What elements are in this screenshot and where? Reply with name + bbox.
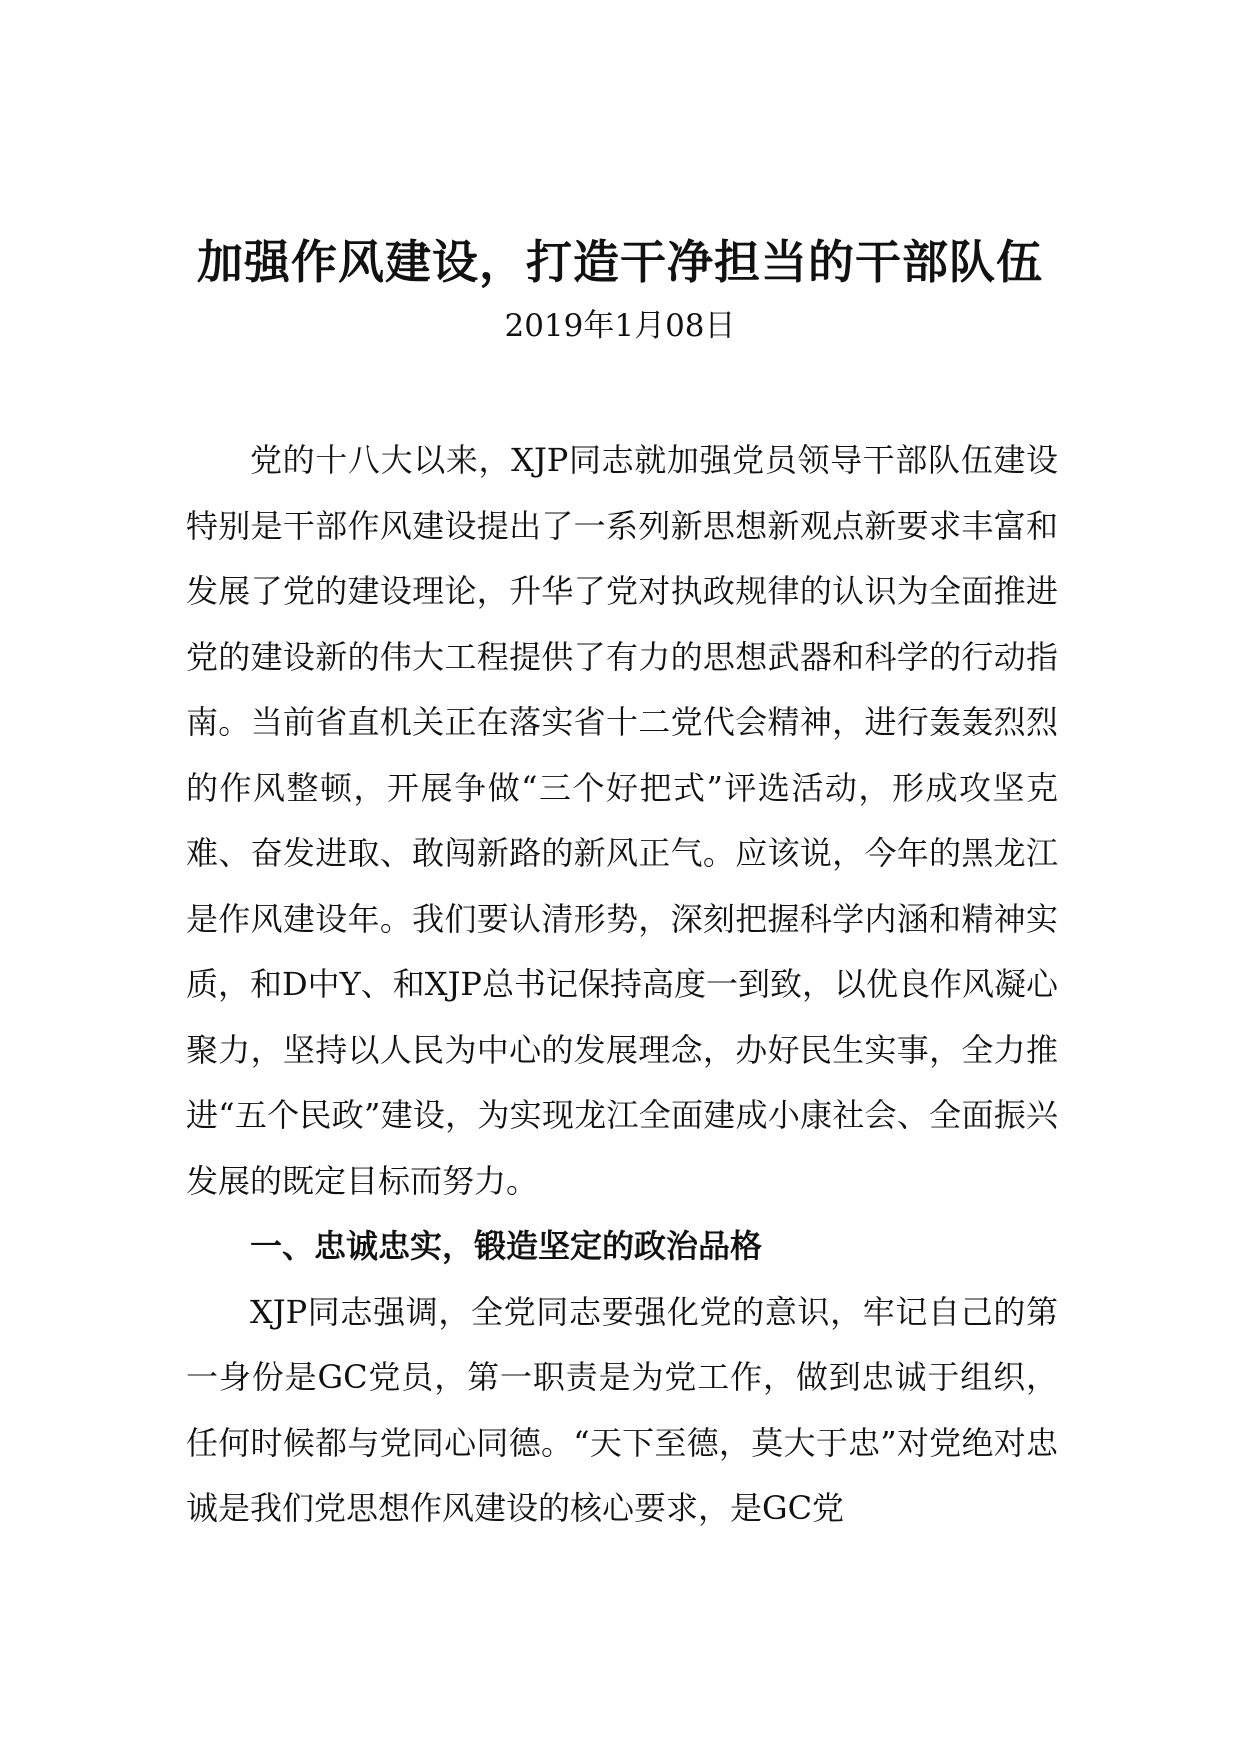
document-title: 加强作风建设，打造干净担当的干部队伍: [197, 235, 1043, 289]
section-paragraph: XJP同志强调，全党同志要强化党的意识，牢记自己的第一身份是GC党员，第一职责是为党工作，做到忠诚于组织，任何时候都与党同心同德。“天下至德，莫大于忠”对党绝对忠诚是我们党思想作风建设的核心要求，是GC党: [186, 1292, 1058, 1527]
intro-paragraph: 党的十八大以来，XJP同志就加强党员领导干部队伍建设特别是干部作风建设提出了一系列新思想新观点新要求丰富和发展了党的建设理论，升华了党对执政规律的认识为全面推进党的建设新的伟大工程提供了有力的思想武器和科学的行动指南。当前省直机关正在落实省十二党代会精神，进行轰轰烈烈的作风整顿，开展争做“三个好把式”评选活动，形成攻坚克难、奋发进取、敢闯新路的新风正气。应该说，今年的黑龙江是作风建设年。我们要认清形势，深刻把握科学内涵和精神实质，和D中Y、和XJP总书记保持高度一到致，以优良作风凝心聚力，坚持以人民为中心的发展理念，办好民生实事，全力推进“五个民政”建设，为实现龙江全面建成小康社会、全面振兴发展的既定目标而努力。: [186, 441, 1058, 1200]
document-body: [186, 428, 1058, 1542]
document-date: 2019年1月08日: [504, 308, 736, 344]
section-heading: 一、忠诚忠实，锻造坚定的政治品格: [250, 1227, 763, 1265]
